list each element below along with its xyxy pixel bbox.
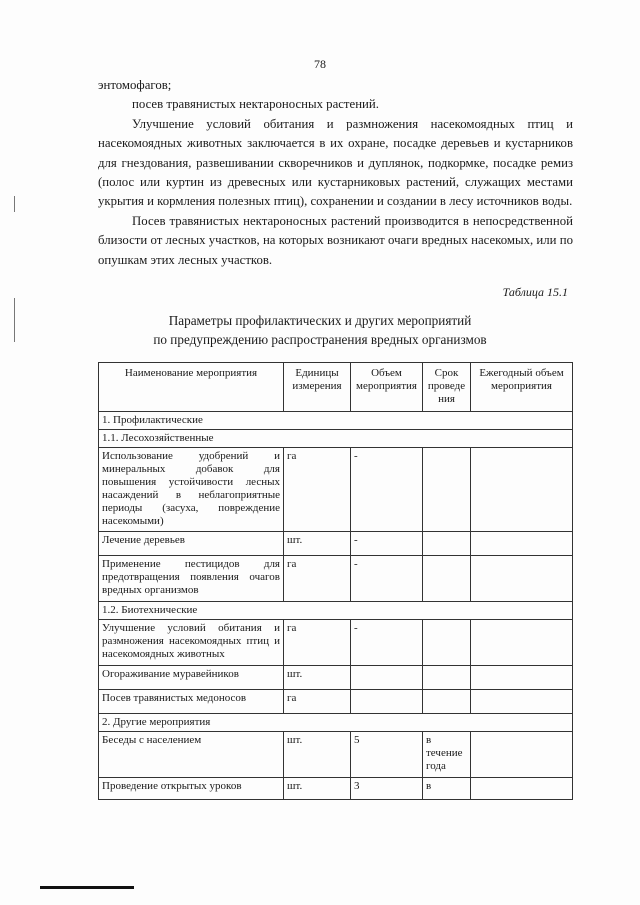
measure-units: га — [284, 556, 351, 602]
measure-units: шт. — [284, 666, 351, 690]
measure-volume: - — [351, 532, 423, 556]
measure-annual-volume — [471, 666, 573, 690]
body-text — [98, 76, 573, 270]
measure-term — [423, 620, 471, 666]
measures-table — [98, 362, 573, 800]
measure-term — [423, 690, 471, 714]
paragraph-2: посев травянистых нектароносных растений. — [132, 97, 379, 112]
measure-term — [423, 666, 471, 690]
measure-name: Беседы с населением — [99, 732, 284, 778]
measure-volume: - — [351, 448, 423, 532]
measure-term: в течение года — [423, 732, 471, 778]
measure-volume: - — [351, 620, 423, 666]
measure-volume: - — [351, 556, 423, 602]
measure-term: в — [423, 778, 471, 800]
header-units: Единицы измерения — [284, 363, 351, 412]
header-volume: Объем мероприятия — [351, 363, 423, 412]
measure-name: Улучшение условий обитания и размножения насекомоядных птиц и насекомоядных животных — [99, 620, 284, 666]
table-title-line-2: по предупреждению распространения вредных организмов — [153, 332, 487, 347]
measure-volume: 3 — [351, 778, 423, 800]
measure-annual-volume — [471, 532, 573, 556]
measure-units: шт. — [284, 532, 351, 556]
measure-annual-volume — [471, 690, 573, 714]
measure-name: Применение пестицидов для предотвращения появления очагов вредных организмов — [99, 556, 284, 602]
measure-name: Посев травянистых медоносов — [99, 690, 284, 714]
measure-annual-volume — [471, 556, 573, 602]
section-label: 2. Другие мероприятия — [99, 714, 573, 732]
table-row — [99, 666, 573, 690]
table-row — [99, 778, 573, 800]
scan-bottom-mark — [40, 886, 134, 889]
table-row — [99, 620, 573, 666]
measure-units: га — [284, 690, 351, 714]
section-row — [99, 602, 573, 620]
table-header-row — [99, 363, 573, 412]
measure-annual-volume — [471, 778, 573, 800]
measure-annual-volume — [471, 620, 573, 666]
page-number: 78 — [314, 57, 326, 71]
table-row — [99, 690, 573, 714]
measure-name: Огораживание муравейников — [99, 666, 284, 690]
header-name: Наименование мероприятия — [99, 363, 284, 412]
table-row — [99, 732, 573, 778]
table-title-line-1: Параметры профилактических и других мероприятий — [168, 313, 472, 328]
measure-units: шт. — [284, 778, 351, 800]
measure-term — [423, 448, 471, 532]
table-row — [99, 532, 573, 556]
measure-volume — [351, 666, 423, 690]
header-annual-volume: Ежегодный объем мероприятия — [471, 363, 573, 412]
section-row — [99, 430, 573, 448]
table-row — [99, 448, 573, 532]
header-term: Срок проведе ния — [423, 363, 471, 412]
paragraph-4: Посев травянистых нектароносных растений производится в непосредственной близости от лесных участков, на которых возникают очаги вредных насекомых, или по опушкам этих лесных участков. — [98, 213, 573, 267]
section-row — [99, 714, 573, 732]
table-caption: Таблица 15.1 — [502, 285, 568, 299]
measure-units: шт. — [284, 732, 351, 778]
measure-volume: 5 — [351, 732, 423, 778]
section-label: 1.2. Биотехнические — [99, 602, 573, 620]
measure-volume — [351, 690, 423, 714]
paragraph-3: Улучшение условий обитания и размножения насекомоядных птиц и насекомоядных животных заключается в их охране, посадке деревьев и кустарников для гнездования, развешивании скворечников и дуплянок, подкормке, посадке ремиз (полос или куртин из древесных или кустарниковых растений, служащих местами укрытия и кормления полезных птиц), сохранении и создании в лесу источников воды. — [98, 116, 573, 209]
scan-edge-mark — [14, 298, 15, 342]
measure-units: га — [284, 620, 351, 666]
measure-name: Лечение деревьев — [99, 532, 284, 556]
measure-term — [423, 556, 471, 602]
measure-units: га — [284, 448, 351, 532]
scan-edge-mark — [14, 196, 15, 212]
measure-term — [423, 532, 471, 556]
measure-annual-volume — [471, 732, 573, 778]
section-label: 1. Профилактические — [99, 412, 573, 430]
measure-name: Использование удобрений и минеральных добавок для повышения устойчивости лесных насаждений в неблагоприятные периоды (засуха, повреждение насекомыми) — [99, 448, 284, 532]
paragraph-1: энтомофагов; — [98, 78, 172, 92]
table-title — [0, 311, 640, 349]
measure-annual-volume — [471, 448, 573, 532]
section-label: 1.1. Лесохозяйственные — [99, 430, 573, 448]
measure-name: Проведение открытых уроков — [99, 778, 284, 800]
table-row — [99, 556, 573, 602]
section-row — [99, 412, 573, 430]
